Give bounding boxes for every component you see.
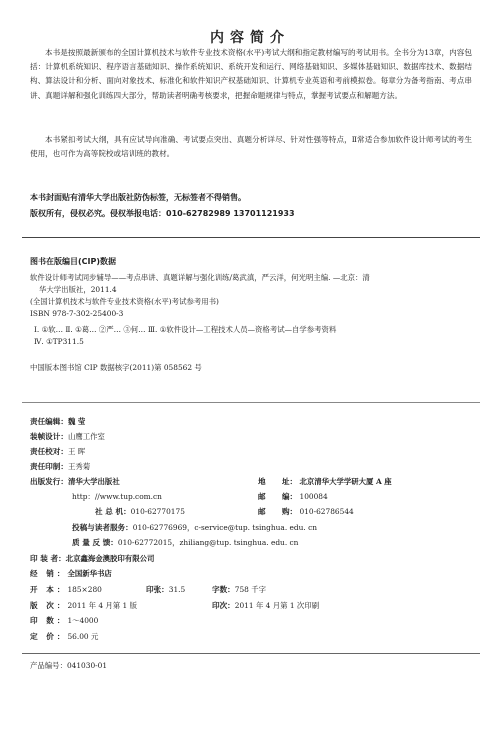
printing-row <box>212 600 319 611</box>
address-row <box>258 476 392 487</box>
credit-label: 责任编辑： <box>30 417 68 426</box>
cip-classification <box>30 324 475 348</box>
sheets-row <box>146 584 185 595</box>
copyright-notice: 版权所有，侵权必究。侵权举报电话：010-62782989 13701121933 <box>30 209 295 218</box>
postcode-label-suffix: 编： <box>281 492 298 501</box>
sheets-value: 31.5 <box>168 585 186 594</box>
website: http：//www.tup.com.cn <box>72 492 162 501</box>
printing-value: 2011 年 4 月第 1 次印刷 <box>234 601 320 610</box>
printing-label: 印次： <box>212 601 235 610</box>
distributor-value: 全国新华书店 <box>67 569 112 578</box>
distributor-row <box>30 568 112 579</box>
reader-service-row <box>72 522 317 533</box>
postcode-label: 邮 <box>258 492 266 501</box>
copies-label: 印 数： <box>30 616 68 625</box>
purchase-label-suffix: 购： <box>281 507 298 516</box>
price-label: 定 价： <box>30 632 68 641</box>
switchboard-label: 社 总 机： <box>95 507 131 516</box>
purchase-value: 010-62786544 <box>299 507 354 516</box>
postcode-row <box>258 491 328 502</box>
cip-heading: 图书在版编目(CIP)数据 <box>30 257 117 266</box>
classification-line: Ⅳ. ①TP311.5 <box>34 337 84 346</box>
divider-middle <box>22 402 480 403</box>
format-label: 开 本： <box>30 585 68 594</box>
switchboard-row <box>95 506 185 517</box>
edition-label: 版 次： <box>30 601 68 610</box>
classification-line: Ⅰ. ①软… Ⅱ. ①葛… ②严… ③何… Ⅲ. ①软件设计—工程技术人员—资格考试—自学参考资料 <box>34 325 337 334</box>
credit-design <box>30 431 105 442</box>
service-value: 010-62776969，c-service@tup. tsinghua. edu. cn <box>132 523 318 532</box>
format-row <box>30 584 102 595</box>
publisher-label: 出版发行： <box>30 477 68 486</box>
switchboard-value: 010-62770175 <box>130 507 185 516</box>
cip-line: 软件设计师考试同步辅导——考点串讲、真题详解与强化训练/葛武滇，严云洋，何光明主编. —北京：清 <box>30 273 370 282</box>
printer-label: 印 装 者： <box>30 554 66 563</box>
intro-paragraph-2: 本书紧扣考试大纲，具有应试导向准确、考试要点突出、真题分析详尽、针对性强等特点，Ⅱ常适合参加软件设计师考试的考生使用，也可作为高等院校或培训班的教材。 <box>30 135 472 159</box>
words-value: 758 千字 <box>234 585 267 594</box>
purchase-label: 邮 <box>258 507 266 516</box>
credit-proofreader <box>30 446 85 457</box>
quality-value: 010-62772015，zhiliang@tup. tsinghua. edu. cn <box>117 538 299 547</box>
cip-line: (全国计算机技术与软件专业技术资格(水平)考试参考用书) <box>30 297 219 306</box>
anti-counterfeit-notice: 本书封面贴有清华大学出版社防伪标签，无标签者不得销售。 <box>30 193 246 202</box>
price-row <box>30 631 98 642</box>
publisher-name: 清华大学出版社 <box>67 477 120 486</box>
printer-row <box>30 553 154 564</box>
format-value: 185×280 <box>67 585 102 594</box>
postcode-value: 100084 <box>299 492 328 501</box>
edition-row <box>30 600 137 611</box>
cip-line: ISBN 978-7-302-25400-3 <box>30 309 124 318</box>
address-label-suffix: 址： <box>281 477 298 486</box>
purchase-row <box>258 506 354 517</box>
credit-value: 山鹰工作室 <box>67 432 105 441</box>
cip-line: 华大学出版社，2011.4 <box>39 285 117 294</box>
printer-value: 北京鑫海金澳胶印有限公司 <box>65 554 155 563</box>
page-title: 内容简介 <box>210 30 290 46</box>
credit-printing-manager <box>30 461 90 472</box>
cip-record <box>30 272 475 320</box>
copies-row <box>30 615 98 626</box>
service-label: 投稿与读者服务： <box>72 523 133 532</box>
word-count-row <box>212 584 266 595</box>
words-label: 字数： <box>212 585 235 594</box>
credit-label: 装帧设计： <box>30 432 68 441</box>
quality-feedback-row <box>72 537 298 548</box>
address-label: 地 <box>258 477 266 486</box>
quality-label: 质 量 反 馈： <box>72 538 118 547</box>
credit-editor <box>30 416 85 427</box>
edition-value: 2011 年 4 月第 1 版 <box>67 601 137 610</box>
credit-value: 王秀菊 <box>67 462 91 471</box>
credit-value: 王 晖 <box>67 447 86 456</box>
copies-value: 1～4000 <box>67 616 99 625</box>
cip-number: 中国版本图书馆 CIP 数据核字(2011)第 058562 号 <box>30 363 202 372</box>
divider-top <box>22 237 480 238</box>
distributor-label: 经 销： <box>30 569 68 578</box>
product-code: 产品编号：041030-01 <box>30 661 108 670</box>
credit-label: 责任校对： <box>30 447 68 456</box>
price-value: 56.00 元 <box>67 632 99 641</box>
sheets-label: 印张： <box>146 585 169 594</box>
divider-bottom <box>22 653 480 654</box>
credit-label: 责任印制： <box>30 462 68 471</box>
credit-value: 魏 莹 <box>67 417 86 426</box>
publisher-row <box>30 476 120 487</box>
address-value: 北京清华大学学研大厦 A 座 <box>299 477 392 486</box>
intro-paragraph-1: 本书是按照最新颁布的全国计算机技术与软件专业技术资格(水平)考试大纲和指定教材编写的考试用书。全书分为13章，内容包括：计算机系统知识、程序语言基础知识、操作系统知识、系统开发和运行、网络基础知识、多媒体基础知识、数据库技术、数据结构、算法设计和分析、面向对象技术、标准化和软件知识产权基础知识、计算机专业英语和考前模拟卷。每章分为备考指南、考点串讲、真题详解和强化训练四大部分，帮助读者明确考核要求，把握命题规律与特点，掌握考试要点和解题方法。 <box>30 48 472 100</box>
